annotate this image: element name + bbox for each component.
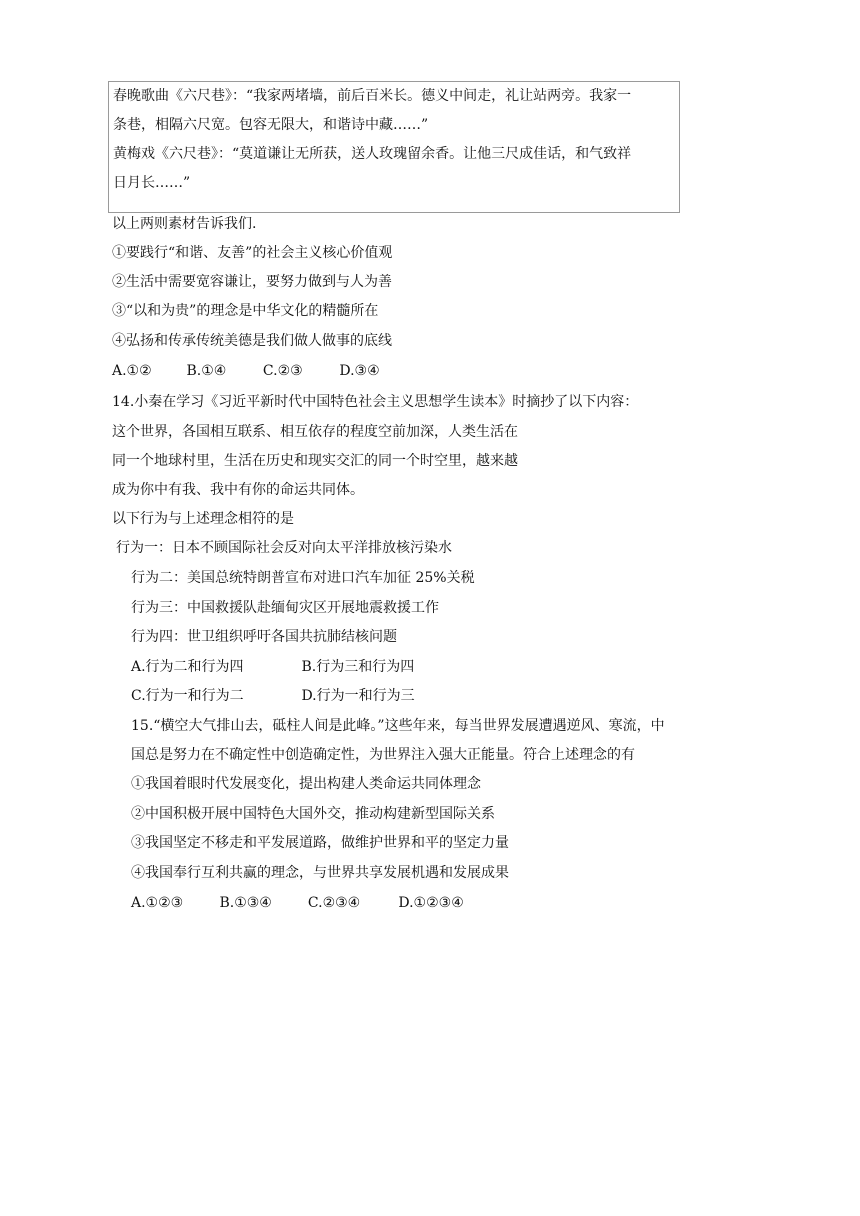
- option-a[interactable]: A.①②③: [131, 895, 184, 911]
- q14-options-row2: [131, 686, 415, 706]
- q14-stem: 14.小秦在学习《习近平新时代中国特色社会主义思想学生读本》时摘抄了以下内容：: [112, 394, 639, 410]
- q14-quote-line: 成为你中有我、我中有你的命运共同体。: [112, 482, 364, 498]
- option-d[interactable]: D.行为一和行为三: [301, 688, 415, 704]
- option-c[interactable]: C.②③④: [307, 895, 361, 911]
- q15-item: ③我国坚定不移走和平发展道路，做维护世界和平的坚定力量: [131, 835, 509, 851]
- q15-stem-line: 15.“横空大气排山去，砥柱人间是此峰。”这些年来，每当世界发展遭遇逆风、寒流，中: [131, 718, 665, 734]
- q13-item: ②生活中需要宽容谦让，要努力做到与人为善: [112, 274, 392, 290]
- option-d[interactable]: D.①②③④: [398, 895, 464, 911]
- material-box: [108, 81, 680, 213]
- q15-item: ②中国积极开展中国特色大国外交，推动构建新型国际关系: [131, 806, 495, 822]
- q14-options-row1: [131, 657, 414, 677]
- q13-options: [112, 361, 380, 381]
- material-line: 日月长……”: [113, 175, 191, 191]
- q15-item: ①我国着眼时代发展变化，提出构建人类命运共同体理念: [131, 776, 481, 792]
- material-line: 黄梅戏《六尺巷》：“莫道谦让无所获，送人玫瑰留余香。让他三尺成佳话，和气致祥: [113, 146, 632, 162]
- q15-stem-line: 国总是努力在不确定性中创造确定性，为世界注入强大正能量。符合上述理念的有: [131, 747, 635, 763]
- option-b[interactable]: B.①③④: [219, 895, 272, 911]
- material-line: 春晚歌曲《六尺巷》：“我家两堵墙，前后百米长。德义中间走，礼让站两旁。我家一: [113, 88, 632, 104]
- option-a[interactable]: A.①②: [112, 363, 152, 379]
- q13-stem: 以上两则素材告诉我们.: [112, 216, 257, 232]
- option-b[interactable]: B.行为三和行为四: [301, 659, 415, 675]
- option-a[interactable]: A.行为二和行为四: [131, 659, 244, 675]
- material-line: 条巷，相隔六尺宽。包容无限大，和谐诗中藏……”: [113, 117, 429, 133]
- q15-item: ④我国奉行互利共赢的理念，与世界共享发展机遇和发展成果: [131, 865, 509, 881]
- option-d[interactable]: D.③④: [339, 363, 380, 379]
- q14-behavior: 行为一：日本不顾国际社会反对向太平洋排放核污染水: [116, 540, 452, 556]
- option-c[interactable]: C.②③: [262, 363, 303, 379]
- q13-item: ①要践行“和谐、友善”的社会主义核心价值观: [112, 245, 393, 261]
- q14-behavior: 行为四：世卫组织呼吁各国共抗肺结核问题: [131, 629, 397, 645]
- q13-item: ③“以和为贵”的理念是中华文化的精髓所在: [112, 303, 379, 319]
- q14-behavior: 行为二：美国总统特朗普宣布对进口汽车加征 25%关税: [131, 570, 475, 586]
- q14-quote-line: 同一个地球村里，生活在历史和现实交汇的同一个时空里，越来越: [112, 453, 518, 469]
- q15-options: [131, 893, 464, 913]
- q13-item: ④弘扬和传承传统美德是我们做人做事的底线: [112, 333, 392, 349]
- option-b[interactable]: B.①④: [186, 363, 227, 379]
- q14-behavior: 行为三：中国救援队赴缅甸灾区开展地震救援工作: [131, 600, 439, 616]
- q14-question: 以下行为与上述理念相符的是: [112, 511, 294, 527]
- option-c[interactable]: C.行为一和行为二: [131, 688, 244, 704]
- q14-quote-line: 这个世界，各国相互联系、相互依存的程度空前加深，人类生活在: [112, 424, 518, 440]
